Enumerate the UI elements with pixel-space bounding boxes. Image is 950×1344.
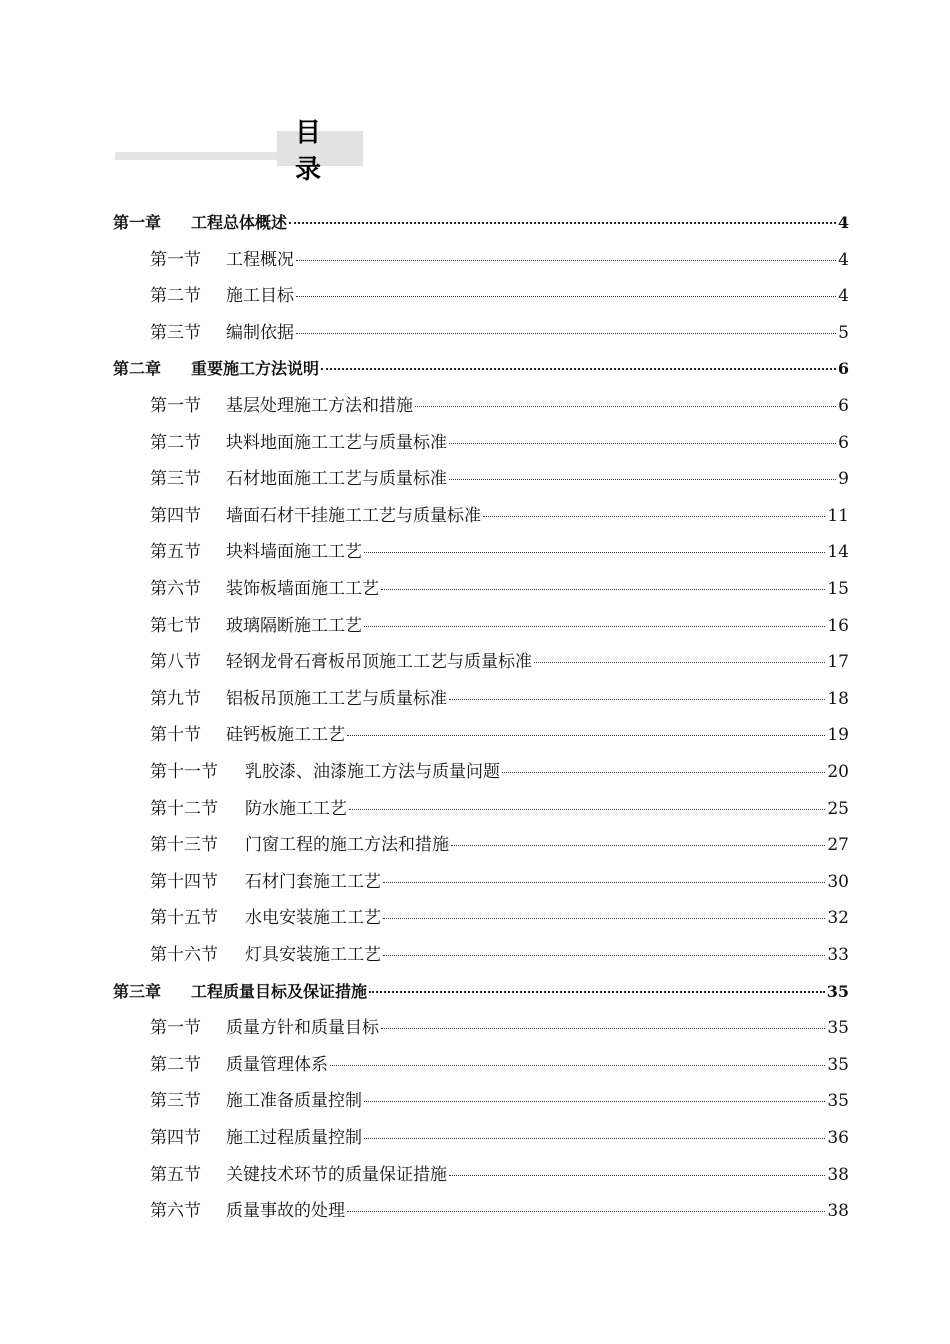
toc-dot-leader [364,1138,825,1139]
toc-section-entry[interactable] [150,798,849,820]
toc-section-entry[interactable] [150,249,849,271]
toc-entry-title: 工程总体概述 [191,213,288,232]
toc-section-entry[interactable] [150,871,849,893]
toc-entry-number: 第十六节 [150,945,218,965]
toc-page-number: 32 [827,908,849,929]
toc-page-number: 33 [827,945,849,965]
toc-dot-leader [502,772,825,773]
toc-page-number: 20 [827,762,849,782]
toc-entry-number: 第一章 [113,213,162,232]
toc-entry-number: 第六节 [150,579,201,599]
toc-page-number: 6 [838,396,849,416]
toc-entry-number: 第三节 [150,1091,201,1112]
toc-entry-number: 第二节 [150,432,201,453]
toc-dot-leader [449,699,825,700]
toc-section-entry[interactable] [150,1164,849,1186]
toc-page-number: 35 [827,1091,849,1112]
toc-dot-leader [347,735,825,736]
toc-section-entry[interactable] [150,468,849,490]
toc-page-number: 6 [837,359,849,379]
toc-entry-number: 第九节 [150,688,201,709]
toc-entry-number: 第三节 [150,322,201,343]
toc-entry-title: 灯具安装施工工艺 [245,945,381,965]
toc-entry-number: 第十三节 [150,835,218,856]
toc-page-number: 19 [827,725,849,746]
toc-entry-number: 第五节 [150,542,201,563]
toc-entry-title: 乳胶漆、油漆施工方法与质量问题 [245,762,500,782]
toc-dot-leader [383,918,825,919]
toc-dot-leader [364,1101,825,1102]
toc-page-number: 15 [827,579,849,599]
toc-entry-number: 第二节 [150,1054,201,1075]
toc-dot-leader [534,662,825,663]
toc-section-entry[interactable] [150,1017,849,1039]
page-title: 目 录 [277,131,363,166]
toc-entry-title: 硅钙板施工工艺 [226,725,345,746]
toc-dot-leader [296,296,836,297]
toc-dot-leader [330,1065,825,1066]
toc-dot-leader [449,1175,825,1176]
toc-page-number: 35 [827,1018,849,1039]
toc-chapter-entry[interactable] [113,981,849,1003]
toc-chapter-entry[interactable] [113,358,849,380]
toc-dot-leader [383,882,825,883]
toc-entry-number: 第七节 [150,615,201,636]
toc-entry-title: 石材门套施工工艺 [245,871,381,892]
toc-page-number: 18 [827,688,849,709]
toc-entry-title: 质量事故的处理 [226,1201,345,1222]
toc-dot-leader [415,406,836,407]
toc-entry-title: 工程质量目标及保证措施 [191,981,368,1001]
toc-entry-number: 第六节 [150,1201,201,1222]
title-mark: . [113,154,115,161]
toc-entry-title: 基层处理施工方法和措施 [226,396,413,416]
toc-page-number: 35 [827,1054,849,1075]
toc-page-number: 38 [827,1201,849,1222]
toc-section-entry[interactable] [150,395,849,417]
toc-dot-leader [364,552,825,553]
toc-page-number: 27 [827,835,849,856]
title-underline-bar [115,152,277,160]
toc-section-entry[interactable] [150,578,849,600]
toc-section-entry[interactable] [150,285,849,307]
toc-dot-leader [349,809,825,810]
toc-page-number: 16 [827,615,849,636]
toc-section-entry[interactable] [150,907,849,929]
toc-entry-number: 第三节 [150,469,201,490]
toc-entry-title: 编制依据 [226,322,294,343]
toc-entry-title: 水电安装施工工艺 [245,908,381,929]
toc-section-entry[interactable] [150,1054,849,1076]
toc-chapter-entry[interactable] [113,212,849,234]
toc-entry-number: 第十二节 [150,798,218,819]
toc-dot-leader [483,516,825,517]
toc-page-number: 25 [827,798,849,819]
toc-entry-title: 施工准备质量控制 [226,1091,362,1112]
toc-entry-number: 第一节 [150,249,201,270]
toc-section-entry[interactable] [150,541,849,563]
toc-entry-title: 块料墙面施工工艺 [226,542,362,563]
toc-entry-number: 第五节 [150,1164,201,1185]
toc-entry-title: 门窗工程的施工方法和措施 [245,835,449,856]
toc-dot-leader [296,260,836,261]
toc-section-entry[interactable] [150,724,849,746]
toc-dot-leader [289,222,836,224]
toc-entry-number: 第二章 [113,359,162,379]
toc-page-number: 30 [827,871,849,892]
toc-section-entry[interactable] [150,322,849,344]
toc-dot-leader [364,626,825,627]
toc-entry-title: 块料地面施工工艺与质量标准 [226,432,447,453]
toc-entry-number: 第一节 [150,1018,201,1039]
toc-page-number: 4 [838,286,849,307]
toc-dot-leader [451,845,825,846]
toc-entry-title: 防水施工工艺 [245,798,347,819]
toc-section-entry[interactable] [150,944,849,966]
toc-page-number: 6 [838,432,849,453]
toc-entry-title: 重要施工方法说明 [191,359,320,379]
toc-entry-number: 第十四节 [150,871,218,892]
toc-entry-title: 施工过程质量控制 [226,1128,362,1148]
toc-page-number: 4 [837,213,849,232]
toc-page-number: 9 [838,469,849,490]
toc-entry-title: 铝板吊顶施工工艺与质量标准 [226,688,447,709]
toc-section-entry[interactable] [150,1127,849,1149]
toc-entry-title: 石材地面施工工艺与质量标准 [226,469,447,490]
toc-page-number: 36 [827,1128,849,1148]
toc-dot-leader [296,333,836,334]
toc-dot-leader [321,368,836,370]
toc-page-number: 5 [838,322,849,343]
toc-page-number: 38 [827,1164,849,1185]
toc-page-number: 4 [838,249,849,270]
toc-page-number: 17 [827,652,849,673]
toc-dot-leader [347,1211,825,1212]
toc-entry-number: 第十一节 [150,762,218,782]
toc-entry-number: 第三章 [113,981,162,1001]
toc-entry-number: 第十五节 [150,908,218,929]
toc-section-entry[interactable] [150,1090,849,1112]
toc-section-entry[interactable] [150,432,849,454]
toc-entry-number: 第十节 [150,725,201,746]
toc-entry-number: 第八节 [150,652,201,673]
toc-entry-title: 工程概况 [226,249,294,270]
toc-dot-leader [449,443,836,444]
toc-entry-title: 轻钢龙骨石膏板吊顶施工工艺与质量标准 [226,652,532,673]
toc-entry-number: 第四节 [150,1128,201,1148]
toc-entry-number: 第四节 [150,505,201,526]
toc-section-entry[interactable] [150,834,849,856]
toc-page-number: 35 [826,981,849,1001]
toc-dot-leader [449,479,836,480]
toc-entry-title: 玻璃隔断施工工艺 [226,615,362,636]
toc-dot-leader [369,991,825,993]
toc-dot-leader [381,589,825,590]
toc-entry-title: 墙面石材干挂施工工艺与质量标准 [226,505,481,526]
toc-page-number: 11 [827,505,849,526]
toc-dot-leader [381,1028,825,1029]
toc-page-number: 14 [827,542,849,563]
toc-entry-number: 第一节 [150,396,201,416]
toc-entry-title: 关键技术环节的质量保证措施 [226,1164,447,1185]
toc-section-entry[interactable] [150,688,849,710]
toc-section-entry[interactable] [150,651,849,673]
toc-entry-title: 施工目标 [226,286,294,307]
toc-dot-leader [383,955,825,956]
toc-section-entry[interactable] [150,1200,849,1222]
toc-entry-title: 装饰板墙面施工工艺 [226,579,379,599]
toc-entry-title: 质量管理体系 [226,1054,328,1075]
toc-entry-title: 质量方针和质量目标 [226,1018,379,1039]
toc-section-entry[interactable] [150,505,849,527]
toc-section-entry[interactable] [150,615,849,637]
toc-section-entry[interactable] [150,761,849,783]
toc-entry-number: 第二节 [150,286,201,307]
